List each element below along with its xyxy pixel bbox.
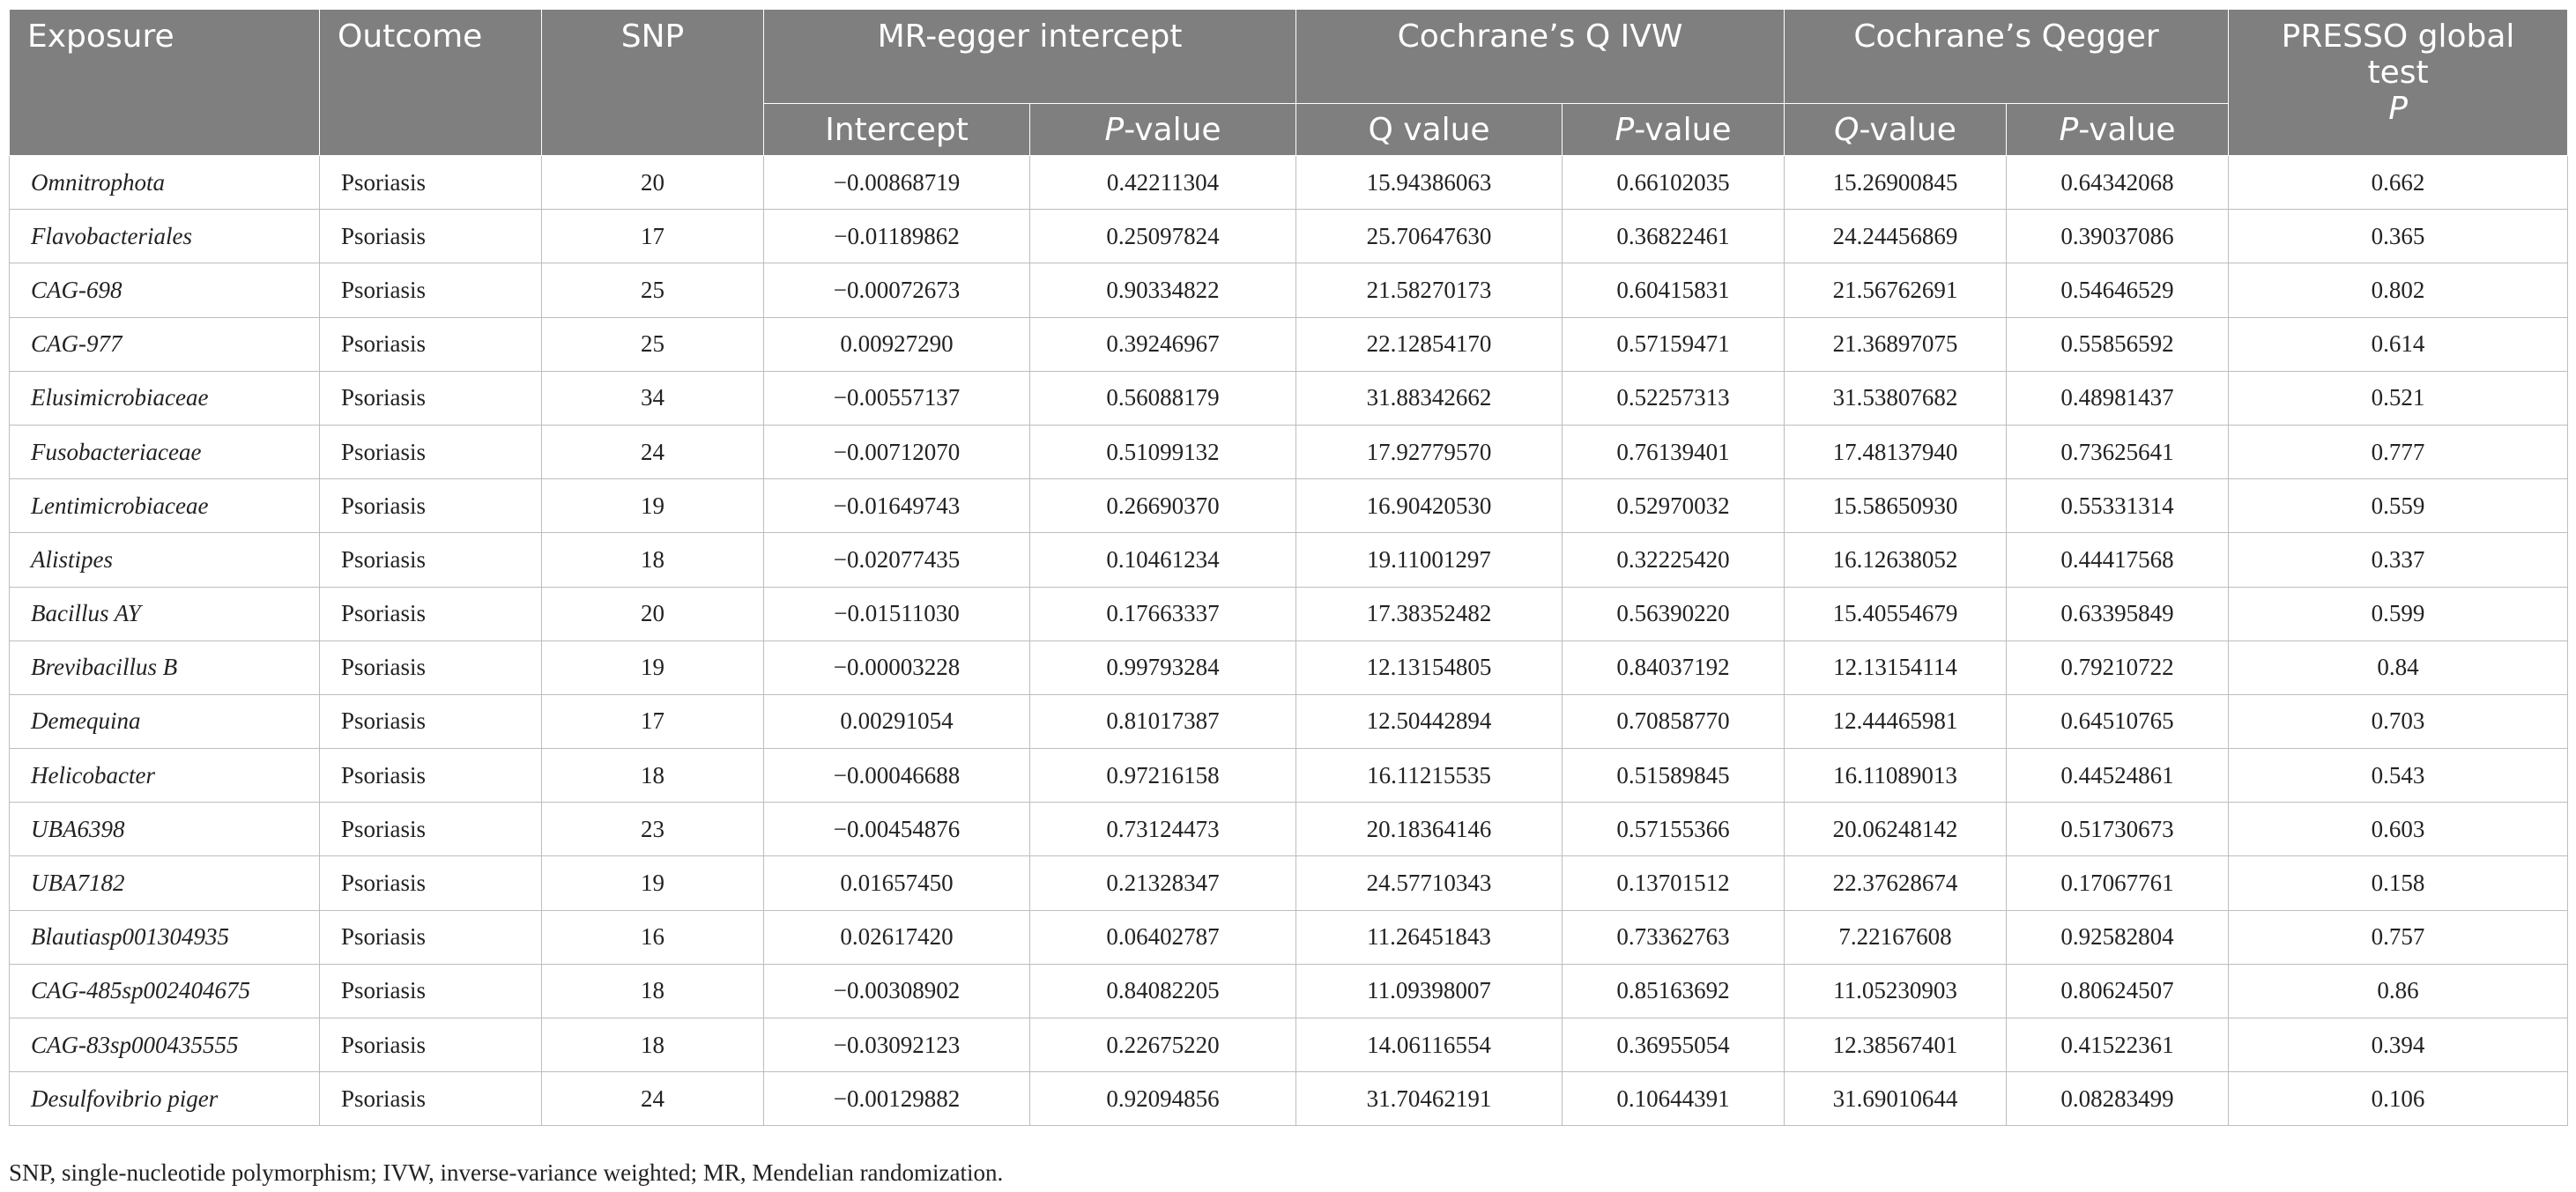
value-suffix: -value <box>1859 111 1956 148</box>
cell-egger-intercept-p: 0.22675220 <box>1030 1018 1296 1072</box>
cell-exposure: Demequina <box>10 694 320 748</box>
cell-outcome: Psoriasis <box>320 587 542 640</box>
table-row <box>10 263 2568 317</box>
value-suffix: -value <box>2078 111 2176 148</box>
cell-ivw-q: 31.70462191 <box>1296 1072 1563 1126</box>
cell-ivw-p: 0.85163692 <box>1563 964 1785 1018</box>
cell-presso-p: 0.158 <box>2229 856 2568 910</box>
table-row <box>10 210 2568 263</box>
cell-egger-intercept: −0.00454876 <box>764 803 1030 856</box>
cell-outcome: Psoriasis <box>320 533 542 587</box>
cell-outcome: Psoriasis <box>320 425 542 478</box>
cell-egger-q: 11.05230903 <box>1785 964 2007 1018</box>
cell-ivw-p: 0.52257313 <box>1563 371 1785 425</box>
cell-egger-q: 12.38567401 <box>1785 1018 2007 1072</box>
cell-outcome: Psoriasis <box>320 910 542 964</box>
cell-ivw-q: 19.11001297 <box>1296 533 1563 587</box>
cell-egger-q: 22.37628674 <box>1785 856 2007 910</box>
table-row <box>10 694 2568 748</box>
cell-ivw-q: 17.38352482 <box>1296 587 1563 640</box>
cell-exposure: UBA7182 <box>10 856 320 910</box>
cell-ivw-q: 15.94386063 <box>1296 156 1563 210</box>
p-letter: P <box>1104 111 1125 148</box>
cell-egger-q: 15.40554679 <box>1785 587 2007 640</box>
cell-egger-intercept: 0.01657450 <box>764 856 1030 910</box>
cell-ivw-q: 14.06116554 <box>1296 1018 1563 1072</box>
results-table-container <box>9 9 2567 1126</box>
cell-egger-intercept-p: 0.25097824 <box>1030 210 1296 263</box>
cell-ivw-p: 0.76139401 <box>1563 425 1785 478</box>
cell-snp: 18 <box>542 964 764 1018</box>
cell-ivw-q: 12.13154805 <box>1296 640 1563 694</box>
cell-snp: 20 <box>542 156 764 210</box>
cell-snp: 25 <box>542 263 764 317</box>
table-row <box>10 803 2568 856</box>
cell-outcome: Psoriasis <box>320 803 542 856</box>
cell-egger-q: 15.58650930 <box>1785 479 2007 533</box>
cell-exposure: CAG-83sp000435555 <box>10 1018 320 1072</box>
cell-presso-p: 0.559 <box>2229 479 2568 533</box>
cell-ivw-p: 0.10644391 <box>1563 1072 1785 1126</box>
header-cochran-q-ivw: Cochrane’s Q IVW <box>1296 10 1785 104</box>
value-suffix: -value <box>1124 111 1221 148</box>
cell-snp: 19 <box>542 479 764 533</box>
cell-egger-q-p: 0.64342068 <box>2007 156 2229 210</box>
cell-snp: 20 <box>542 587 764 640</box>
cell-presso-p: 0.337 <box>2229 533 2568 587</box>
cell-egger-intercept-p: 0.06402787 <box>1030 910 1296 964</box>
cell-egger-intercept: −0.03092123 <box>764 1018 1030 1072</box>
cell-outcome: Psoriasis <box>320 964 542 1018</box>
cell-egger-intercept: −0.00557137 <box>764 371 1030 425</box>
cell-ivw-q: 16.90420530 <box>1296 479 1563 533</box>
cell-egger-intercept-p: 0.10461234 <box>1030 533 1296 587</box>
table-row <box>10 964 2568 1018</box>
cell-exposure: Fusobacteriaceae <box>10 425 320 478</box>
cell-egger-intercept: −0.00046688 <box>764 749 1030 803</box>
value-suffix: -value <box>1634 111 1732 148</box>
cell-ivw-q: 25.70647630 <box>1296 210 1563 263</box>
cell-egger-intercept-p: 0.26690370 <box>1030 479 1296 533</box>
table-body <box>10 156 2568 1126</box>
cell-egger-q: 7.22167608 <box>1785 910 2007 964</box>
header-outcome: Outcome <box>320 10 542 156</box>
cell-snp: 17 <box>542 210 764 263</box>
cell-ivw-p: 0.56390220 <box>1563 587 1785 640</box>
header-mr-egger-intercept: MR-egger intercept <box>764 10 1296 104</box>
cell-egger-q-p: 0.73625641 <box>2007 425 2229 478</box>
cell-presso-p: 0.802 <box>2229 263 2568 317</box>
cell-egger-q: 17.48137940 <box>1785 425 2007 478</box>
cell-exposure: CAG-698 <box>10 263 320 317</box>
cell-exposure: Desulfovibrio piger <box>10 1072 320 1126</box>
cell-egger-q: 31.53807682 <box>1785 371 2007 425</box>
cell-outcome: Psoriasis <box>320 1018 542 1072</box>
cell-exposure: CAG-485sp002404675 <box>10 964 320 1018</box>
table-row <box>10 1072 2568 1126</box>
cell-egger-q-p: 0.80624507 <box>2007 964 2229 1018</box>
cell-egger-q: 31.69010644 <box>1785 1072 2007 1126</box>
table-row <box>10 371 2568 425</box>
cell-egger-intercept-p: 0.99793284 <box>1030 640 1296 694</box>
cell-outcome: Psoriasis <box>320 1072 542 1126</box>
cell-egger-q: 21.56762691 <box>1785 263 2007 317</box>
cell-presso-p: 0.703 <box>2229 694 2568 748</box>
cell-exposure: CAG-977 <box>10 317 320 371</box>
cell-ivw-p: 0.57155366 <box>1563 803 1785 856</box>
cell-egger-intercept-p: 0.90334822 <box>1030 263 1296 317</box>
cell-egger-intercept-p: 0.42211304 <box>1030 156 1296 210</box>
cell-ivw-p: 0.70858770 <box>1563 694 1785 748</box>
cell-egger-q-p: 0.55856592 <box>2007 317 2229 371</box>
cell-egger-q-p: 0.51730673 <box>2007 803 2229 856</box>
cell-snp: 34 <box>542 371 764 425</box>
cell-egger-q-p: 0.92582804 <box>2007 910 2229 964</box>
table-row <box>10 479 2568 533</box>
cell-exposure: Brevibacillus B <box>10 640 320 694</box>
cell-egger-q: 15.26900845 <box>1785 156 2007 210</box>
cell-snp: 25 <box>542 317 764 371</box>
cell-egger-intercept: −0.01649743 <box>764 479 1030 533</box>
cell-outcome: Psoriasis <box>320 210 542 263</box>
cell-egger-intercept-p: 0.17663337 <box>1030 587 1296 640</box>
cell-egger-q-p: 0.54646529 <box>2007 263 2229 317</box>
cell-snp: 18 <box>542 749 764 803</box>
cell-egger-q-p: 0.17067761 <box>2007 856 2229 910</box>
cell-ivw-q: 20.18364146 <box>1296 803 1563 856</box>
cell-snp: 24 <box>542 425 764 478</box>
table-row <box>10 156 2568 210</box>
cell-outcome: Psoriasis <box>320 640 542 694</box>
subheader-intercept: Intercept <box>764 104 1030 156</box>
cell-egger-intercept: −0.01511030 <box>764 587 1030 640</box>
table-row <box>10 425 2568 478</box>
cell-ivw-q: 16.11215535 <box>1296 749 1563 803</box>
cell-egger-intercept-p: 0.81017387 <box>1030 694 1296 748</box>
cell-egger-q-p: 0.44524861 <box>2007 749 2229 803</box>
cell-presso-p: 0.614 <box>2229 317 2568 371</box>
table-row <box>10 533 2568 587</box>
p-letter: P <box>1615 111 1635 148</box>
cell-exposure: Alistipes <box>10 533 320 587</box>
cell-egger-q-p: 0.48981437 <box>2007 371 2229 425</box>
cell-snp: 19 <box>542 856 764 910</box>
cell-presso-p: 0.757 <box>2229 910 2568 964</box>
cell-presso-p: 0.106 <box>2229 1072 2568 1126</box>
cell-snp: 24 <box>542 1072 764 1126</box>
cell-egger-q-p: 0.55331314 <box>2007 479 2229 533</box>
cell-egger-q: 21.36897075 <box>1785 317 2007 371</box>
cell-egger-intercept: 0.02617420 <box>764 910 1030 964</box>
cell-egger-intercept: −0.00712070 <box>764 425 1030 478</box>
cell-ivw-p: 0.60415831 <box>1563 263 1785 317</box>
cell-ivw-q: 22.12854170 <box>1296 317 1563 371</box>
cell-ivw-p: 0.66102035 <box>1563 156 1785 210</box>
subheader-egger-q-p-value <box>2007 104 2229 156</box>
cell-presso-p: 0.394 <box>2229 1018 2568 1072</box>
cell-egger-intercept-p: 0.73124473 <box>1030 803 1296 856</box>
cell-egger-intercept: 0.00927290 <box>764 317 1030 371</box>
cell-egger-intercept-p: 0.51099132 <box>1030 425 1296 478</box>
cell-egger-q: 12.44465981 <box>1785 694 2007 748</box>
table-row <box>10 910 2568 964</box>
cell-egger-intercept: −0.00129882 <box>764 1072 1030 1126</box>
cell-egger-intercept: −0.00868719 <box>764 156 1030 210</box>
cell-egger-intercept-p: 0.56088179 <box>1030 371 1296 425</box>
cell-presso-p: 0.777 <box>2229 425 2568 478</box>
cell-ivw-q: 31.88342662 <box>1296 371 1563 425</box>
cell-egger-q-p: 0.08283499 <box>2007 1072 2229 1126</box>
cell-exposure: Flavobacteriales <box>10 210 320 263</box>
cell-outcome: Psoriasis <box>320 856 542 910</box>
cell-exposure: Lentimicrobiaceae <box>10 479 320 533</box>
cell-presso-p: 0.84 <box>2229 640 2568 694</box>
table-row <box>10 317 2568 371</box>
table-row <box>10 749 2568 803</box>
cell-exposure: Helicobacter <box>10 749 320 803</box>
cell-ivw-p: 0.73362763 <box>1563 910 1785 964</box>
cell-egger-intercept-p: 0.39246967 <box>1030 317 1296 371</box>
cell-egger-q-p: 0.79210722 <box>2007 640 2229 694</box>
header-presso-label: PRESSO global test <box>2281 19 2515 91</box>
cell-exposure: Bacillus AY <box>10 587 320 640</box>
subheader-ivw-q-value: Q value <box>1296 104 1563 156</box>
cell-presso-p: 0.543 <box>2229 749 2568 803</box>
cell-snp: 19 <box>542 640 764 694</box>
cell-egger-intercept: −0.01189862 <box>764 210 1030 263</box>
cell-ivw-q: 21.58270173 <box>1296 263 1563 317</box>
cell-egger-intercept-p: 0.84082205 <box>1030 964 1296 1018</box>
cell-ivw-p: 0.36955054 <box>1563 1018 1785 1072</box>
cell-snp: 18 <box>542 533 764 587</box>
cell-outcome: Psoriasis <box>320 317 542 371</box>
cell-egger-q-p: 0.41522361 <box>2007 1018 2229 1072</box>
cell-egger-intercept-p: 0.92094856 <box>1030 1072 1296 1126</box>
cell-ivw-q: 12.50442894 <box>1296 694 1563 748</box>
table-row <box>10 640 2568 694</box>
cell-ivw-q: 24.57710343 <box>1296 856 1563 910</box>
cell-exposure: Elusimicrobiaceae <box>10 371 320 425</box>
cell-ivw-q: 17.92779570 <box>1296 425 1563 478</box>
cell-presso-p: 0.599 <box>2229 587 2568 640</box>
table-row <box>10 587 2568 640</box>
cell-snp: 18 <box>542 1018 764 1072</box>
table-footnote: SNP, single-nucleotide polymorphism; IVW, inverse-variance weighted; MR, Mendelian randomization. <box>9 1159 1004 1186</box>
cell-egger-q: 20.06248142 <box>1785 803 2007 856</box>
cell-egger-intercept-p: 0.21328347 <box>1030 856 1296 910</box>
cell-presso-p: 0.86 <box>2229 964 2568 1018</box>
cell-snp: 16 <box>542 910 764 964</box>
cell-egger-intercept: −0.00003228 <box>764 640 1030 694</box>
table-row <box>10 856 2568 910</box>
subheader-egger-p-value <box>1030 104 1296 156</box>
cell-snp: 17 <box>542 694 764 748</box>
cell-ivw-p: 0.51589845 <box>1563 749 1785 803</box>
cell-ivw-q: 11.26451843 <box>1296 910 1563 964</box>
cell-outcome: Psoriasis <box>320 371 542 425</box>
cell-ivw-p: 0.32225420 <box>1563 533 1785 587</box>
cell-egger-q-p: 0.39037086 <box>2007 210 2229 263</box>
cell-ivw-p: 0.57159471 <box>1563 317 1785 371</box>
cell-egger-intercept-p: 0.97216158 <box>1030 749 1296 803</box>
cell-outcome: Psoriasis <box>320 749 542 803</box>
cell-ivw-p: 0.84037192 <box>1563 640 1785 694</box>
cell-egger-intercept: 0.00291054 <box>764 694 1030 748</box>
cell-ivw-p: 0.36822461 <box>1563 210 1785 263</box>
cell-egger-q: 16.11089013 <box>1785 749 2007 803</box>
subheader-egger-q-value <box>1785 104 2007 156</box>
cell-egger-intercept: −0.02077435 <box>764 533 1030 587</box>
table-row <box>10 1018 2568 1072</box>
header-presso-p: P <box>2388 91 2408 127</box>
subheader-ivw-p-value <box>1563 104 1785 156</box>
cell-outcome: Psoriasis <box>320 694 542 748</box>
header-presso-global-test <box>2229 10 2568 156</box>
cell-ivw-p: 0.13701512 <box>1563 856 1785 910</box>
cell-egger-intercept: −0.00072673 <box>764 263 1030 317</box>
cell-outcome: Psoriasis <box>320 479 542 533</box>
cell-presso-p: 0.521 <box>2229 371 2568 425</box>
cell-egger-q: 16.12638052 <box>1785 533 2007 587</box>
p-letter: P <box>2059 111 2079 148</box>
cell-ivw-p: 0.52970032 <box>1563 479 1785 533</box>
cell-presso-p: 0.662 <box>2229 156 2568 210</box>
cell-outcome: Psoriasis <box>320 156 542 210</box>
cell-egger-q: 24.24456869 <box>1785 210 2007 263</box>
sensitivity-analysis-table <box>9 9 2568 1126</box>
cell-egger-q: 12.13154114 <box>1785 640 2007 694</box>
table-header <box>10 10 2568 156</box>
cell-snp: 23 <box>542 803 764 856</box>
cell-egger-intercept: −0.00308902 <box>764 964 1030 1018</box>
cell-outcome: Psoriasis <box>320 263 542 317</box>
cell-egger-q-p: 0.44417568 <box>2007 533 2229 587</box>
cell-egger-q-p: 0.63395849 <box>2007 587 2229 640</box>
cell-presso-p: 0.603 <box>2229 803 2568 856</box>
cell-exposure: UBA6398 <box>10 803 320 856</box>
header-cochran-q-egger: Cochrane’s Qegger <box>1785 10 2229 104</box>
cell-exposure: Omnitrophota <box>10 156 320 210</box>
q-letter: Q <box>1834 111 1860 148</box>
cell-presso-p: 0.365 <box>2229 210 2568 263</box>
cell-exposure: Blautiasp001304935 <box>10 910 320 964</box>
header-snp: SNP <box>542 10 764 156</box>
cell-egger-q-p: 0.64510765 <box>2007 694 2229 748</box>
cell-ivw-q: 11.09398007 <box>1296 964 1563 1018</box>
header-exposure: Exposure <box>10 10 320 156</box>
